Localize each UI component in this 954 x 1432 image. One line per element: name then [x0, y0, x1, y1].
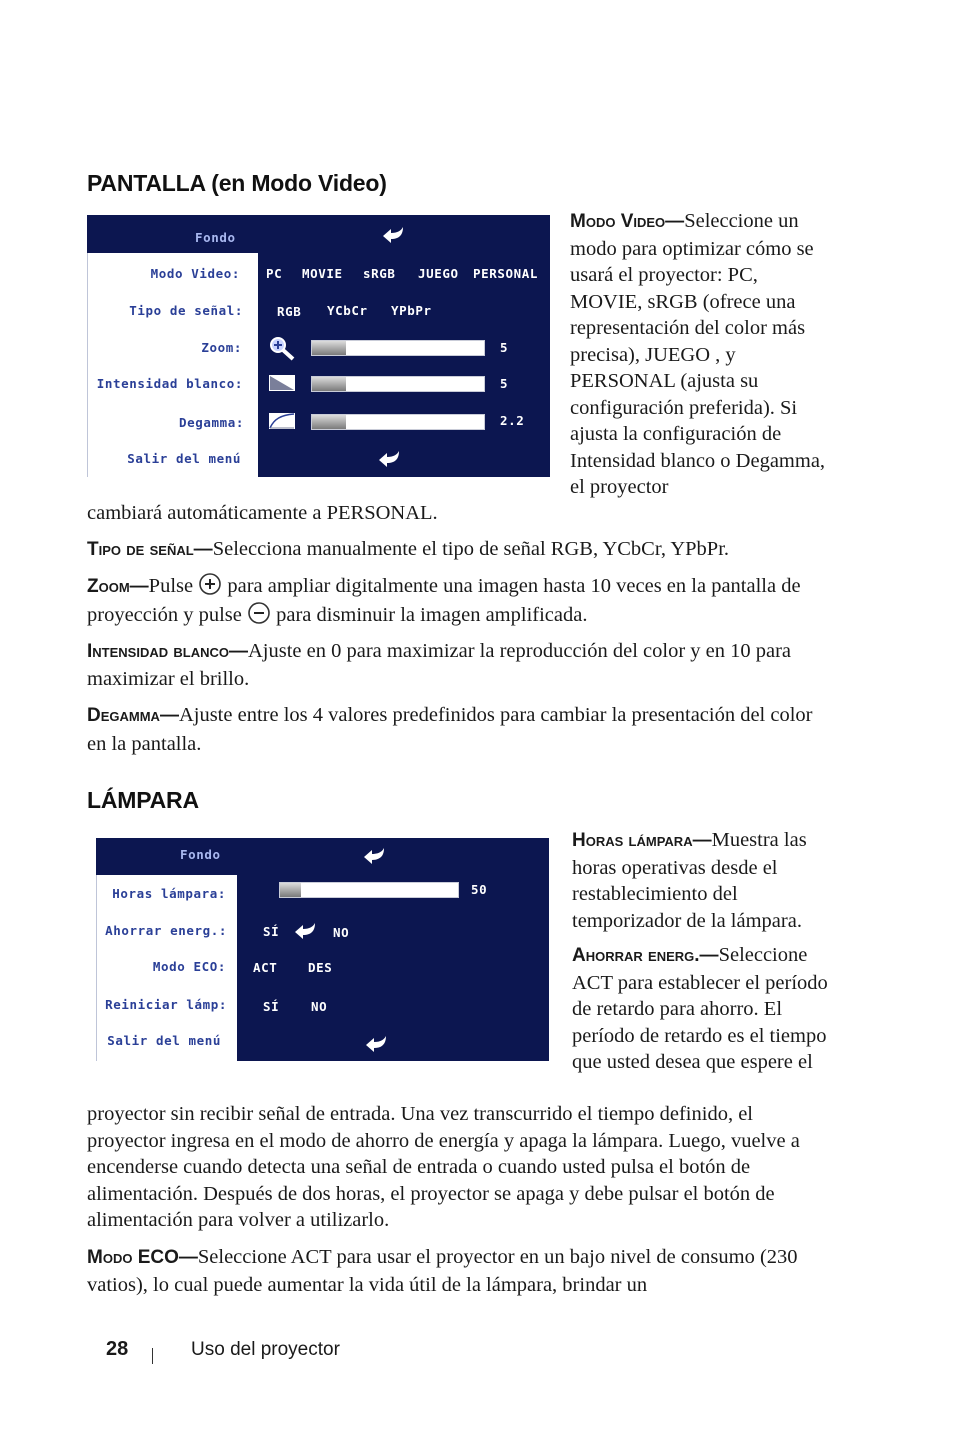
- white-intensity-value: 5: [500, 376, 509, 391]
- osd-label-reiniciar[interactable]: Reiniciar lámp:: [105, 997, 227, 1012]
- paragraph-ahorrar: Ahorrar energ.—Seleccione ACT para establecer el período de retardo para ahorro. El período de retardo es el tiempo que usted desea que espere el: [572, 944, 828, 1073]
- mode-option-movie[interactable]: MOVIE: [302, 266, 343, 281]
- paragraph-zoom: Zoom—Pulse para ampliar digitalmente una imagen hasta 10 veces en la pantalla de proyección y pulse para disminuir la imagen amplificada.: [87, 572, 807, 630]
- ahorrar-option-si[interactable]: SÍ: [263, 924, 280, 939]
- section-title-pantalla: PANTALLA (en Modo Video): [87, 170, 387, 196]
- plus-button-icon: [198, 572, 222, 596]
- zoom-slider-fill: [312, 341, 346, 355]
- ahorrar-arrow-icon: [293, 921, 319, 941]
- white-intensity-icon: [269, 375, 295, 391]
- osd-label-salir[interactable]: Salir del menú: [107, 1033, 221, 1048]
- mode-option-pc[interactable]: PC: [266, 266, 283, 281]
- lamp-hours-bar: [279, 882, 459, 898]
- degamma-fill: [312, 415, 346, 429]
- paragraph-ahorrar-cont: proyector sin recibir señal de entrada. Una vez transcurrido el tiempo definido, el proyector ingresa en el modo de ahorro de energía y apaga la lámpara. Luego, vuelve a encenderse cuando detecta una señal de entrada o cuando usted pulsa el botón de alimentación. Después de dos horas, el proyector se apaga y debe pulsar el botón de alimentación para volver a utilizarlo.: [87, 1103, 800, 1231]
- degamma-slider[interactable]: [311, 414, 485, 430]
- mode-option-juego[interactable]: JUEGO: [418, 266, 459, 281]
- zoom-slider[interactable]: [311, 340, 485, 356]
- signal-option-rgb[interactable]: RGB: [277, 304, 302, 319]
- reset-option-no[interactable]: NO: [311, 999, 328, 1014]
- osd-label-ahorrar[interactable]: Ahorrar energ.:: [105, 923, 227, 938]
- osd-label-modo-video[interactable]: Modo Video:: [150, 266, 240, 281]
- page-number: 28: [106, 1338, 129, 1360]
- osd-header: [96, 838, 549, 875]
- zoom-value: 5: [500, 340, 509, 355]
- zoom-magnifier-icon: [268, 335, 296, 361]
- paragraph-tipo-senal: Tipo de señal—Selecciona manualmente el tipo de señal RGB, YCbCr, YPbPr.: [87, 538, 730, 560]
- osd-menu-lampara: [96, 838, 549, 1061]
- section-title-lampara: LÁMPARA: [87, 787, 199, 813]
- osd-label-horas[interactable]: Horas lámpara:: [112, 886, 226, 901]
- osd-panel: [237, 875, 549, 1061]
- reset-option-si[interactable]: SÍ: [263, 999, 280, 1014]
- osd-label-tipo-senal[interactable]: Tipo de señal:: [129, 303, 243, 318]
- return-arrow-icon[interactable]: [381, 225, 407, 245]
- paragraph-modo-video-cont: cambiará automáticamente a PERSONAL.: [87, 502, 438, 524]
- lamp-hours-fill: [280, 883, 301, 897]
- degamma-value: 2.2: [500, 413, 525, 428]
- footer-separator: [152, 1348, 153, 1364]
- white-intensity-slider[interactable]: [311, 376, 485, 392]
- mode-option-personal[interactable]: PERSONAL: [473, 266, 539, 281]
- eco-option-act[interactable]: ACT: [253, 960, 278, 975]
- lead-modo-video: Modo Video—: [570, 211, 685, 232]
- osd-label-salir[interactable]: Salir del menú: [127, 451, 241, 466]
- ahorrar-option-no[interactable]: NO: [333, 925, 350, 940]
- osd-header-label[interactable]: Fondo: [195, 230, 236, 245]
- paragraph-intensidad: Intensidad blanco—Ajuste en 0 para maximizar la reproducción del color y en 10 para maximizar el brillo.: [87, 640, 792, 690]
- signal-option-ypbpr[interactable]: YPbPr: [391, 303, 432, 318]
- paragraph-horas-lampara: Horas lámpara—Muestra las horas operativas desde el restablecimiento del temporizador de la lámpara.: [572, 829, 807, 932]
- lamp-hours-value: 50: [471, 882, 488, 897]
- paragraph-modo-video: Modo Video—Seleccione un modo para optimizar cómo se usará el proyector: PC, MOVIE, sRGB (ofrece una representación del color más precisa), JUEGO , y PERSONAL (ajusta su configuración preferida). Si ajusta la configuración de Intensidad blanco o Degamma, el proyector: [570, 210, 826, 498]
- return-arrow-icon[interactable]: [362, 846, 388, 866]
- eco-option-des[interactable]: DES: [308, 960, 333, 975]
- osd-label-degamma[interactable]: Degamma:: [178, 415, 244, 430]
- minus-button-icon: [247, 601, 271, 625]
- white-intensity-fill: [312, 377, 346, 391]
- osd-label-eco[interactable]: Modo ECO:: [152, 959, 226, 974]
- exit-arrow-icon[interactable]: [364, 1034, 390, 1054]
- signal-option-ycbcr[interactable]: YCbCr: [327, 303, 368, 318]
- exit-arrow-icon[interactable]: [377, 449, 403, 469]
- osd-label-intensidad[interactable]: Intensidad blanco:: [96, 376, 243, 391]
- osd-panel: [258, 253, 550, 477]
- footer-text: Uso del proyector: [191, 1339, 340, 1360]
- osd-menu-pantalla: [87, 215, 550, 477]
- paragraph-modo-eco: Modo ECO—Seleccione ACT para usar el proyector en un bajo nivel de consumo (230 vatios), lo cual puede aumentar la vida útil de la lámpara, brindar un: [87, 1246, 798, 1296]
- paragraph-degamma: Degamma—Ajuste entre los 4 valores predefinidos para cambiar la presentación del color en la pantalla.: [87, 704, 813, 755]
- osd-header: [87, 215, 550, 253]
- osd-header-label[interactable]: Fondo: [180, 847, 221, 862]
- degamma-curve-icon: [269, 413, 295, 429]
- mode-option-srgb[interactable]: sRGB: [363, 266, 396, 281]
- osd-label-zoom[interactable]: Zoom:: [201, 340, 242, 355]
